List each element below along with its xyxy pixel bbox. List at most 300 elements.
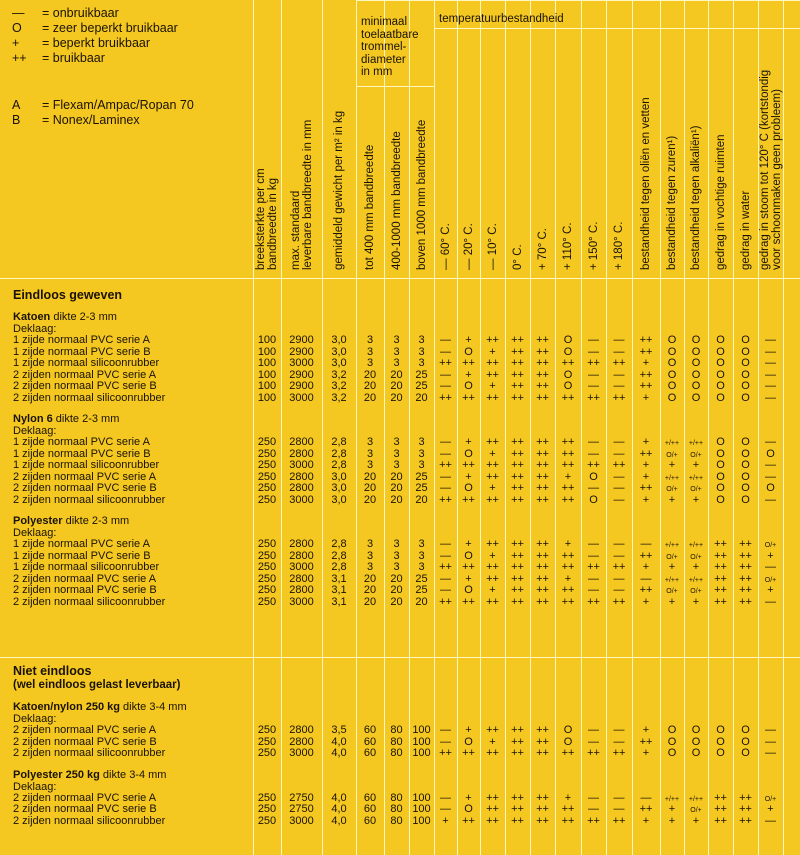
table-cell: ++ [639,368,653,381]
table-cell: — [765,724,776,736]
table-cell: ++ [536,368,549,381]
column-header [512,244,524,270]
table-cell: — [440,447,451,460]
table-cell: 3 [418,538,425,550]
table-cell: 3 [418,549,425,562]
table-cell: 3000 [289,595,314,608]
table-cell: ++ [439,357,452,369]
table-cell: — [440,380,451,392]
table-cell: ++ [587,595,600,608]
table-cell: + [489,345,496,358]
table-cell: 20 [390,391,403,404]
column-header-line: gedrag in vochtige ruimten [714,134,727,270]
table-cell: ++ [561,447,575,460]
row-label: 2 zijden normaal PVC serie A [13,572,157,585]
table-cell: 3 [393,357,400,369]
table-cell: ++ [439,391,452,404]
table-cell: ++ [714,561,727,573]
table-cell: — [765,459,776,471]
table-cell: + [489,447,496,460]
legend-text: = Flexam/Ampac/Ropan 70 [42,98,194,112]
table-cell: — [640,572,652,585]
table-cell: 3000 [289,747,314,759]
table-cell: 3,2 [331,380,347,392]
table-cell: 2800 [289,538,314,550]
table-cell: ++ [739,538,752,550]
table-cell: ++ [561,584,575,596]
table-cell: O [667,368,677,381]
table-cell: ++ [561,814,575,827]
row-label: 2 zijden normaal PVC serie A [13,791,157,804]
table-cell: O [464,803,473,815]
table-cell: ++ [511,357,524,369]
table-cell: 25 [415,380,428,392]
table-cell: 2800 [289,724,314,736]
column-header [588,222,600,270]
table-cell: + [642,436,650,448]
table-cell: ++ [511,380,524,392]
column-header [487,223,499,270]
table-cell: 2800 [289,482,314,494]
table-cell: O [464,584,473,596]
table-cell: O [716,357,725,369]
table-cell: 3000 [289,357,314,369]
table-cell: ++ [536,724,549,736]
table-cell: 20 [390,572,403,585]
material-name: Nylon 6 [13,413,53,425]
column-header-line: gemiddeld gewicht per m² in kg [333,110,345,270]
table-cell: O/+ [666,588,678,595]
table-cell: 3000 [289,561,314,573]
table-cell: + [642,470,650,483]
table-cell: ++ [739,791,752,804]
column-header [391,131,403,270]
table-cell: + [668,595,676,608]
table-cell: O/+ [666,553,678,561]
table-cell: 250 [257,561,277,573]
table-cell: ++ [486,724,499,736]
table-cell: ++ [511,459,524,471]
column-header [333,111,345,270]
row-label: 2 zijden normaal PVC serie A [13,724,157,736]
table-cell: + [642,357,650,369]
table-cell: ++ [439,459,452,471]
table-cell: + [668,803,676,815]
table-cell: + [692,459,700,471]
table-cell: 2800 [289,735,314,748]
table-cell: + [642,595,650,608]
table-cell: 20 [390,493,403,506]
legend-item [12,98,194,112]
table-cell: 2800 [289,447,314,460]
material-desc: dikte 2-3 mm [50,311,117,323]
table-cell: — [765,493,776,506]
row-label: 1 zijde normaal PVC serie A [13,436,150,448]
table-cell: ++ [536,561,549,573]
table-cell: ++ [462,357,475,369]
table-cell: 250 [257,482,277,494]
group-title [13,701,187,713]
table-cell: O [667,724,677,736]
table-cell: ++ [486,561,499,573]
table-cell: O [563,724,573,736]
table-cell: 3000 [289,493,314,506]
row-label: 2 zijden normaal PVC serie A [13,368,157,381]
table-cell: O/+ [666,451,678,459]
table-cell: ++ [511,735,524,748]
table-cell: ++ [536,447,549,460]
table-cell: 3,0 [331,482,347,494]
table-cell: ++ [462,493,475,506]
deklaag-label: Deklaag: [13,323,57,335]
row-label: 1 zijde normaal silicoonrubber [13,561,160,573]
table-cell: 3 [366,549,374,562]
table-cell: ++ [639,549,653,562]
table-cell: 20 [363,584,377,596]
group-header-line: toelaatbare [361,28,419,41]
table-cell: O [589,493,598,506]
table-cell: ++ [639,334,653,346]
table-cell: 4,0 [331,735,347,748]
table-cell: 3,0 [331,493,347,506]
table-cell: + [465,436,472,448]
table-cell: O [667,357,677,369]
table-cell: ++ [511,572,524,585]
table-cell: 250 [257,747,277,759]
table-cell: — [588,538,599,550]
table-cell: 3 [393,561,400,573]
table-cell: 80 [390,803,403,815]
table-cell: O [741,380,750,392]
table-cell: ++ [536,482,549,494]
table-cell: 100 [257,357,277,369]
table-cell: 250 [257,584,277,596]
table-cell: 250 [257,724,277,736]
table-cell: ++ [587,814,600,827]
table-cell: ++ [714,549,727,562]
table-cell: + [465,724,472,736]
table-cell: 250 [257,538,277,550]
table-cell: — [440,735,451,748]
table-cell: 3000 [289,459,314,471]
column-header-line: + 70° C. [536,228,549,270]
table-cell: — [765,391,776,404]
table-cell: O/+ [690,486,702,493]
table-cell: — [613,447,625,460]
table-cell: 3 [418,436,425,448]
table-cell: O [716,724,725,736]
group-header-line: diameter [361,53,406,66]
table-cell: ++ [511,368,524,381]
table-cell: ++ [739,561,752,573]
table-cell: ++ [511,447,524,460]
table-cell: 250 [257,470,277,483]
table-cell: 100 [257,391,277,404]
legend-text: = zeer beperkt bruikbaar [42,21,178,35]
table-cell: + [564,470,572,483]
table-cell: 2,8 [331,436,347,448]
row-label: 2 zijden normaal silicoonrubber [13,747,166,759]
table-cell: ++ [462,459,475,471]
table-cell: O [667,380,677,392]
table-cell: — [440,482,451,494]
legend-symbol: ++ [12,51,27,65]
group-header-line: minimaal [361,16,408,28]
table-cell: 20 [390,380,403,392]
table-cell: O [716,735,725,748]
table-cell: ++ [536,572,549,585]
table-cell: 4,0 [331,803,347,815]
row-label: 2 zijden normaal silicoonrubber [13,493,166,506]
table-cell: ++ [486,803,499,815]
table-cell: 3,1 [331,572,347,585]
table-cell: — [613,549,625,562]
table-cell: O [464,482,473,494]
group-header-temperature: temperatuurbestandheid [439,13,564,25]
table-cell: ++ [511,334,524,346]
legend-symbol: A [12,98,21,112]
table-cell: 250 [257,595,277,608]
table-cell: O [716,747,725,759]
table-cell: 3 [366,436,374,448]
deklaag-label: Deklaag: [13,425,57,437]
table-cell: +/++ [664,474,680,482]
table-cell: 80 [390,791,403,804]
group-title [13,515,129,527]
table-cell: 3 [418,561,425,573]
row-label: 1 zijde normaal PVC serie B [13,345,151,358]
table-cell: 2750 [289,791,314,804]
table-cell: ++ [536,747,549,759]
table-cell: O [691,735,701,748]
table-cell: O [691,391,701,404]
table-cell: — [640,538,652,550]
table-cell: ++ [486,391,499,404]
table-cell: — [613,436,625,448]
table-cell: ++ [536,549,549,562]
column-header-line: — 10° C. [486,223,499,270]
table-cell: O [563,345,573,358]
table-cell: + [442,814,449,827]
table-cell: — [588,549,599,562]
legend-symbol: O [12,21,22,35]
table-cell: O [741,470,750,483]
column-header-line: voor schoonmaken geen probleem) [770,89,783,270]
table-cell: O/+ [764,542,777,549]
table-cell: 25 [415,482,428,494]
table-cell: — [613,735,625,748]
column-header [690,126,702,271]
table-cell: ++ [486,595,499,608]
table-cell: — [613,380,625,392]
table-cell: O [741,334,750,346]
table-cell: 25 [415,368,428,381]
group-title [13,311,117,323]
legend-symbol: + [12,36,20,50]
table-cell: 3,0 [331,345,347,358]
table-cell: O [667,735,677,748]
table-cell: 2,8 [331,447,347,460]
table-cell: + [668,493,676,506]
table-cell: ++ [511,470,524,483]
table-cell: + [489,584,496,596]
table-cell: 20 [363,572,377,585]
table-cell: ++ [536,803,549,815]
table-cell: + [692,561,700,573]
table-cell: 3,0 [331,470,347,483]
table-cell: 2750 [289,803,314,815]
table-cell: O [716,345,725,358]
table-cell: 3,0 [331,357,347,369]
table-cell: ++ [639,345,653,358]
column-header [715,134,727,270]
table-cell: 2800 [289,549,314,562]
table-cell: O [667,391,677,404]
column-header [613,222,625,270]
column-header-line: max. standaard [289,190,302,270]
table-cell: + [489,549,496,562]
table-cell: 100 [412,803,431,815]
table-cell: + [642,391,650,404]
table-cell: — [440,538,451,550]
table-cell: ++ [511,538,524,550]
row-label: 2 zijden normaal PVC serie B [13,803,157,815]
table-cell: 2800 [289,572,314,585]
table-cell: ++ [486,436,499,448]
table-cell: ++ [486,459,499,471]
table-cell: ++ [561,561,575,573]
material-name: Polyester 250 kg [13,768,100,781]
row-label: 2 zijden normaal PVC serie B [13,482,157,494]
table-cell: — [588,724,599,736]
row-label: 1 zijde normaal silicoonrubber [13,357,160,369]
table-cell: + [465,368,472,381]
table-cell: 100 [257,345,277,358]
table-cell: 2900 [289,380,314,392]
table-cell: — [765,747,776,759]
table-cell: ++ [511,493,524,506]
table-cell: — [765,470,776,483]
table-cell: ++ [612,561,626,573]
table-cell: ++ [561,595,575,608]
table-cell: ++ [739,595,752,608]
legend-text: = onbruikbaar [42,6,119,20]
table-cell: ++ [639,735,653,748]
table-cell: 2,8 [331,561,347,573]
table-cell: ++ [587,391,600,404]
table-cell: ++ [739,803,752,815]
table-cell: 20 [415,493,428,506]
table-cell: 100 [412,735,431,748]
table-cell: O [741,724,750,736]
table-cell: 60 [363,735,377,748]
table-cell: ++ [462,561,475,573]
legend-symbol: — [12,6,25,20]
table-cell: 3 [393,436,400,448]
table-cell: 20 [390,368,403,381]
group-header-trommel [361,16,436,79]
table-cell: 3 [393,459,400,471]
table-cell: ++ [639,447,653,460]
table-cell: 3 [418,459,425,471]
table-cell: 3 [418,447,425,460]
table-cell: + [642,459,650,471]
table-cell: ++ [587,747,600,759]
column-header [740,191,752,270]
column-header-line: + 180° C. [613,221,625,270]
table-cell: ++ [439,561,452,573]
table-cell: ++ [536,595,549,608]
group-header-line: trommel- [361,41,407,53]
table-cell: 2900 [289,368,314,381]
table-cell: 20 [390,584,403,596]
column-header-line: 0° C. [511,244,524,270]
column-divider [783,0,784,855]
table-cell: O [741,459,750,471]
table-cell: ++ [561,357,575,369]
table-cell: — [588,447,599,460]
table-cell: + [642,561,650,573]
table-cell: ++ [714,803,727,815]
section-title: Eindloos geweven [13,288,123,302]
column-header [759,70,783,270]
table-cell: ++ [511,791,524,804]
table-cell: 60 [363,791,377,804]
table-cell: ++ [714,595,727,608]
table-cell: ++ [511,595,524,608]
table-cell: 100 [412,747,431,759]
table-cell: + [489,482,496,494]
table-cell: ++ [587,357,600,369]
table-cell: — [613,803,625,815]
column-header-line: — 20° C. [462,223,475,270]
row-label: 1 zijde normaal silicoonrubber [13,459,160,471]
column-header [537,228,549,270]
deklaag-label: Deklaag: [13,713,57,725]
material-desc: dikte 2-3 mm [62,515,130,527]
table-cell: — [588,345,599,358]
table-cell: ++ [714,814,727,827]
table-cell: ++ [486,538,499,550]
table-cell: 2900 [289,334,314,346]
table-cell: ++ [486,814,499,827]
table-cell: O [691,380,701,392]
table-cell: ++ [561,803,575,815]
table-cell: + [692,493,700,506]
column-header-line: + 110° C. [562,222,574,270]
row-label: 1 zijde normaal PVC serie A [13,538,150,550]
table-cell: + [465,470,472,483]
table-cell: ++ [561,459,575,471]
table-cell: 250 [257,549,277,562]
column-header-line: breeksterkte per cm [255,168,267,270]
table-cell: ++ [462,747,475,759]
table-cell: + [465,334,472,346]
row-label: 2 zijden normaal silicoonrubber [13,595,166,608]
table-cell: 100 [257,334,277,346]
table-cell: — [440,345,451,358]
group-title [13,769,166,781]
column-header [640,97,652,270]
table-cell: ++ [536,380,549,392]
table-cell: ++ [511,391,524,404]
table-cell: 3 [366,447,374,460]
table-cell: O [563,368,573,381]
table-cell: — [588,436,599,448]
table-cell: O [464,447,473,460]
table-cell: 250 [257,459,277,471]
table-cell: 250 [257,447,277,460]
